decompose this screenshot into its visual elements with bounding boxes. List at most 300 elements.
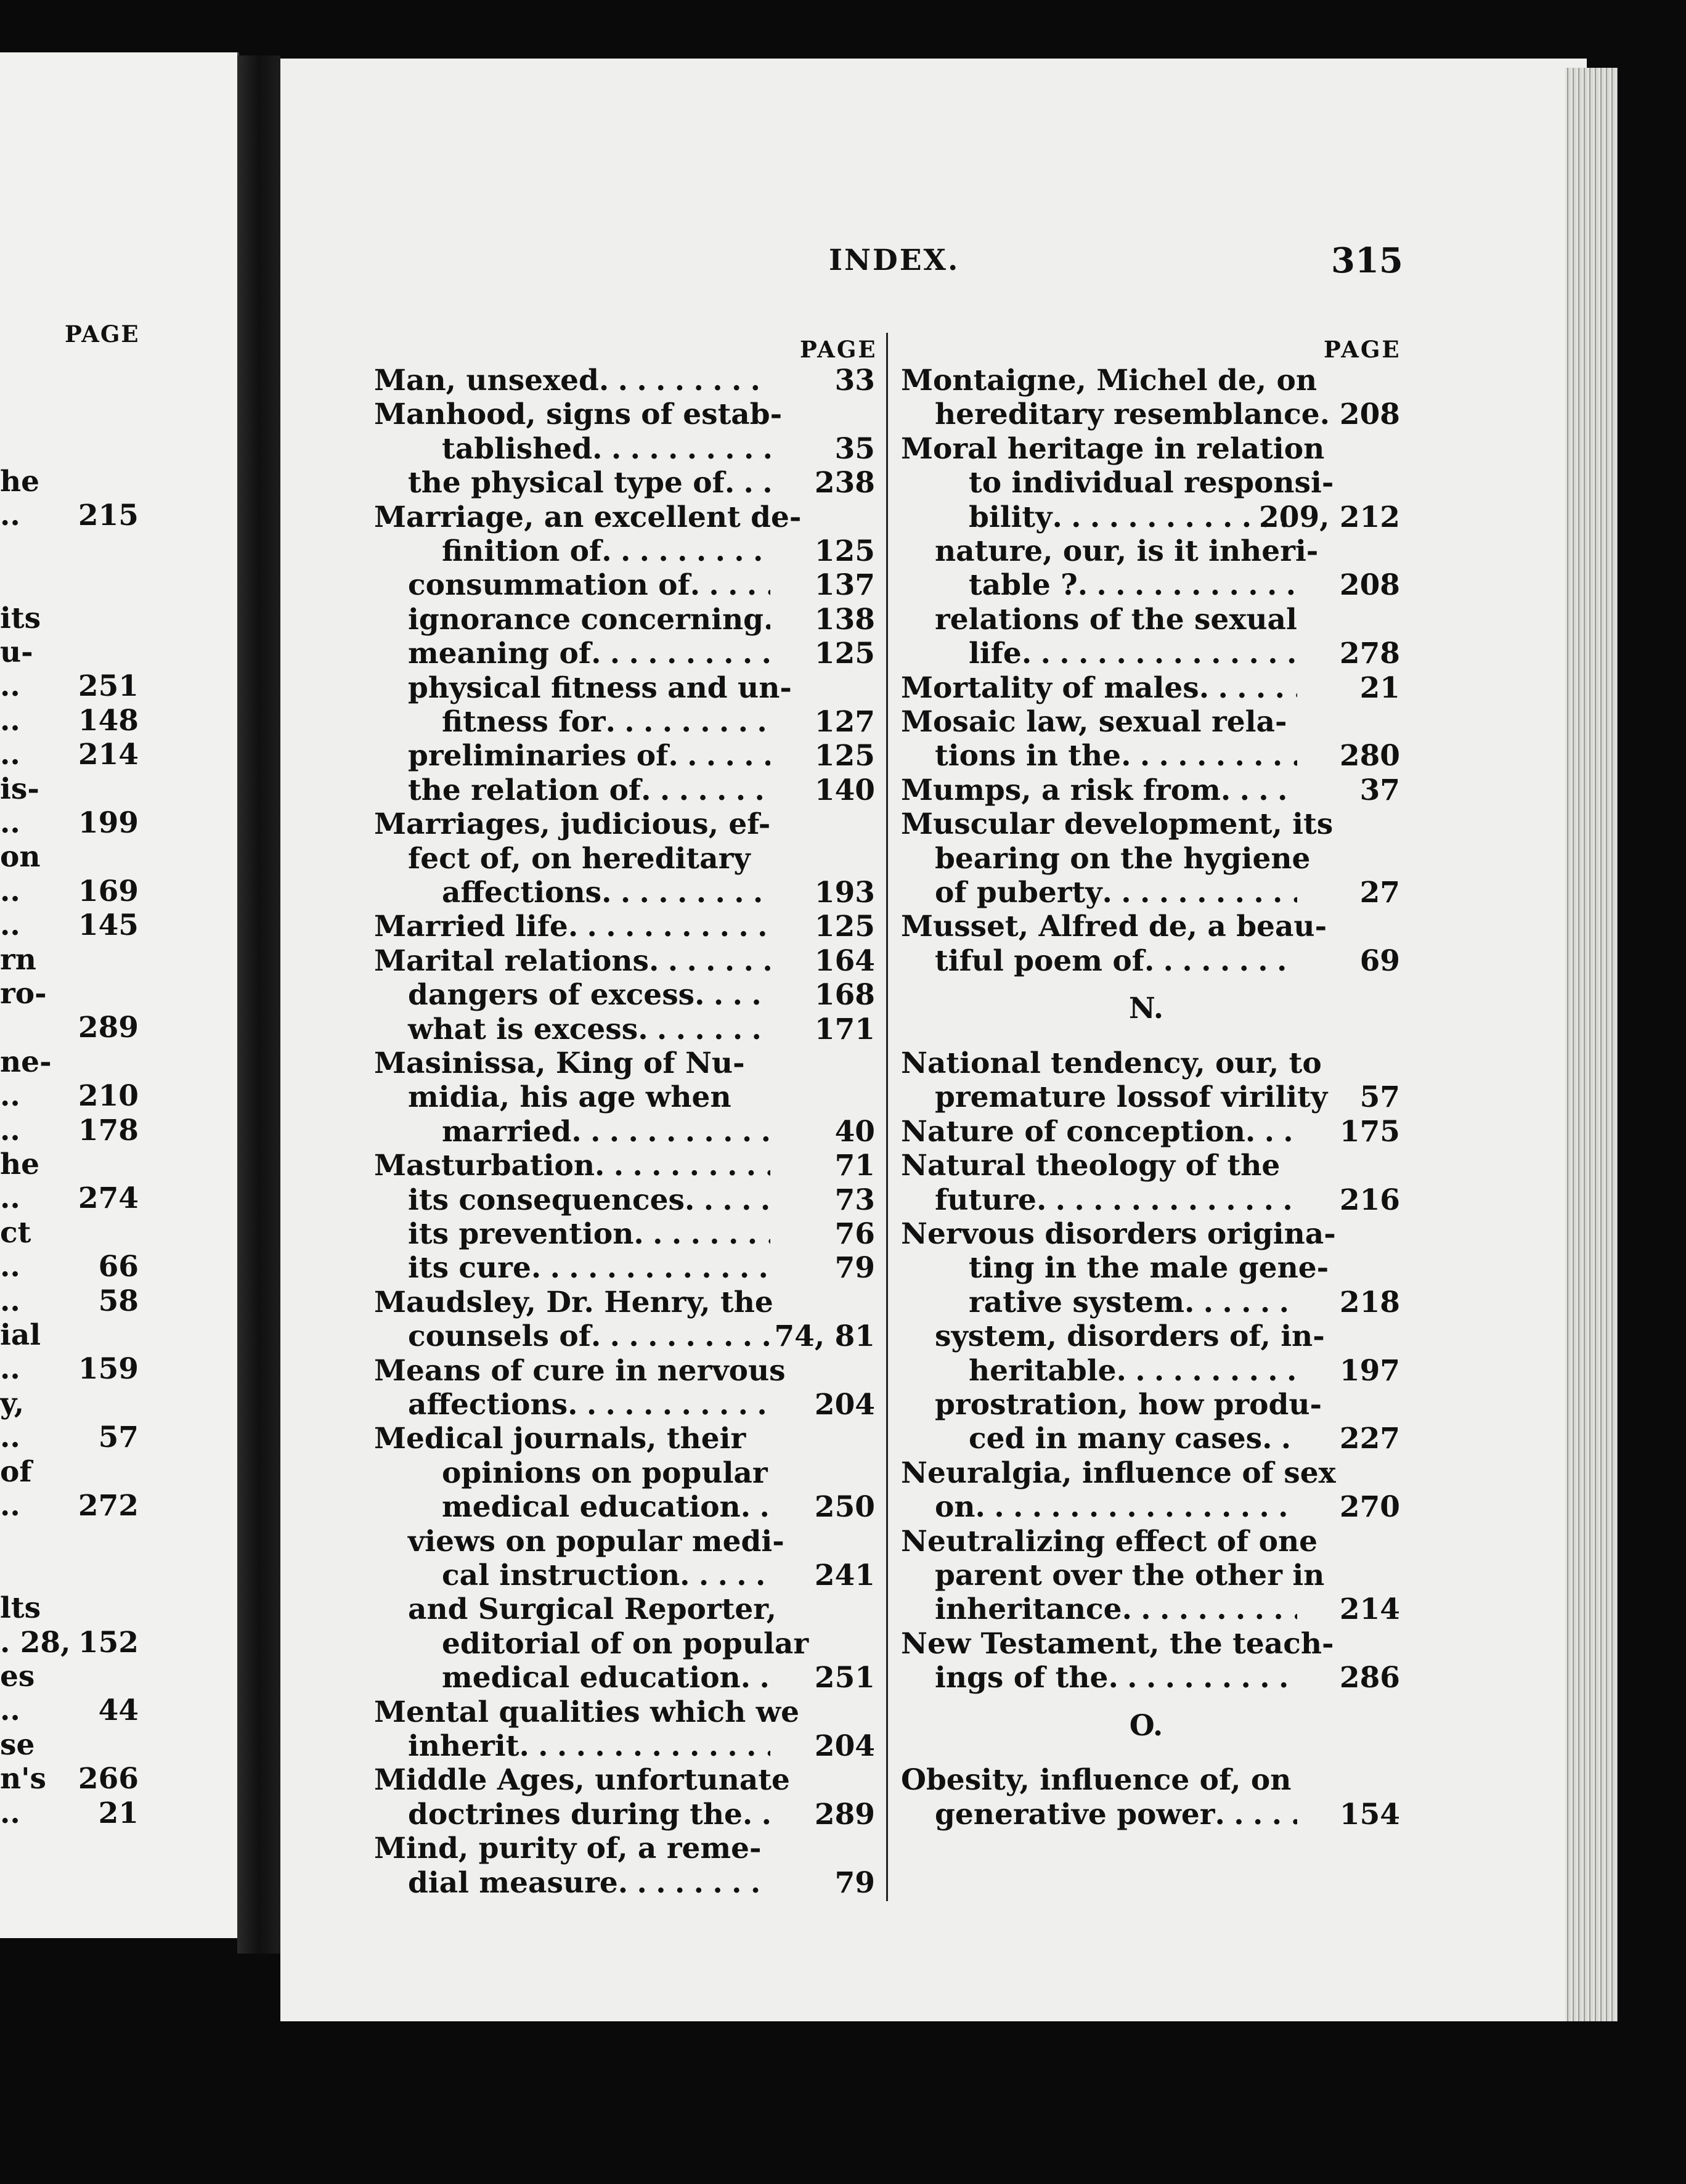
previous-page-fragment-page-number: 274 (78, 1181, 139, 1216)
previous-page-fragment-row (0, 1353, 237, 1386)
previous-page-fragment-row (0, 1523, 237, 1557)
previous-page-fragment-row (0, 1421, 237, 1454)
right-entry-page-number: 270 (1339, 1490, 1400, 1525)
left-entry-page-number: 40 (834, 1114, 875, 1149)
right-entry-text: Neutralizing effect of one (901, 1524, 1318, 1559)
previous-page-fragment-text: .. (0, 874, 20, 908)
left-entry-text: doctrines during the (408, 1797, 743, 1832)
page-edges (1565, 68, 1618, 2021)
right-index-entry-line (901, 1525, 1400, 1559)
right-entry-text: parent over the other in (935, 1559, 1325, 1592)
right-index-entry-line (935, 603, 1400, 637)
right-index-entry-line (901, 364, 1400, 398)
left-index-entry-line (442, 1559, 875, 1593)
previous-page-fragment-row (0, 1046, 237, 1079)
right-index-entry-line (935, 1080, 1400, 1115)
left-entry-text: Mental qualities which we (374, 1695, 799, 1729)
left-index-entry-line (374, 807, 875, 842)
left-entry-page-number: 238 (814, 466, 875, 500)
left-entry-text: Marriages, judicious, ef- (374, 807, 771, 842)
left-index-entry-line (408, 1080, 875, 1115)
previous-page-fragment-text: is- (0, 772, 39, 806)
dot-leader (568, 1388, 770, 1422)
right-index-entry-line (935, 1798, 1400, 1832)
left-entry-text: inherit (408, 1729, 519, 1763)
left-entry-text: Medical journals, their (374, 1422, 746, 1456)
right-index-entry-line (969, 1354, 1400, 1388)
previous-page-fragment-row (0, 1114, 237, 1147)
previous-page-fragment-text: . 28, (0, 1625, 71, 1660)
right-index-entry-line (901, 910, 1400, 944)
left-entry-text: meaning of (408, 637, 592, 671)
dot-leader (601, 876, 770, 910)
previous-page-fragment-text: .. (0, 738, 20, 772)
left-index-entry-line (408, 637, 875, 671)
right-entry-page-number: 214 (1339, 1592, 1400, 1627)
previous-page-fragment-text: .. (0, 908, 20, 943)
previous-page-fragment-text: ne- (0, 1045, 52, 1079)
left-entry-page-number: 289 (814, 1797, 875, 1832)
previous-page-fragment-page-number: 21 (98, 1796, 139, 1830)
right-index-entry-line (935, 1319, 1400, 1354)
left-entry-text: Masturbation (374, 1149, 595, 1183)
left-entry-page-number: 193 (814, 876, 875, 910)
left-entry-text: ignorance concerning (408, 602, 764, 637)
previous-page-fragment-text: se (0, 1727, 35, 1762)
right-index-entry-line (901, 1046, 1400, 1081)
right-index-entry-line (901, 705, 1400, 740)
previous-page-fragment-row (0, 568, 237, 601)
right-entry-page-number: 280 (1339, 739, 1400, 773)
left-entry-page-number: 127 (814, 705, 875, 739)
previous-page-fragment-row (0, 738, 237, 772)
dot-leader (743, 1798, 770, 1832)
left-entry-text: editorial of on popular (442, 1626, 809, 1661)
left-index-entry-line (408, 739, 875, 773)
left-entry-text: its cure (408, 1251, 531, 1286)
left-entry-text: what is excess (408, 1012, 638, 1046)
dot-leader (1287, 705, 1298, 740)
left-index-entry-line (408, 671, 875, 706)
right-entry-text: generative power (935, 1797, 1215, 1832)
left-entry-text: affections (442, 876, 602, 910)
previous-page-fragment-row (0, 1660, 237, 1693)
left-entry-text: Manhood, signs of estab- (374, 397, 783, 432)
left-index-entry-line (408, 1592, 875, 1627)
right-entry-text: Obesity, influence of, on (901, 1763, 1292, 1798)
previous-page-fragment-page-number: 272 (78, 1489, 139, 1523)
dot-leader (975, 1490, 1297, 1525)
left-entry-page-number: 33 (834, 364, 875, 397)
left-index-entry-line (408, 1798, 875, 1832)
right-entry-text: Montaigne, Michel de, on (901, 364, 1317, 397)
left-index-entry-line (374, 1763, 875, 1798)
left-entry-text: married (442, 1114, 572, 1149)
right-entry-page-number: 154 (1339, 1797, 1400, 1832)
left-index-entry-line (408, 1729, 875, 1764)
left-index-entry-line (374, 1695, 875, 1730)
previous-page-column-header: PAGE (65, 320, 140, 348)
previous-page-fragment-text: on (0, 840, 41, 874)
right-index-entry-line (969, 500, 1400, 535)
right-entry-text: Nature of conception (901, 1114, 1245, 1149)
previous-page-fragment-text: of (0, 1454, 32, 1489)
left-entry-page-number: 250 (814, 1490, 875, 1525)
left-index-entry-line (408, 1183, 875, 1218)
previous-page-fragment-text: .. (0, 669, 20, 704)
left-index-entry-line (408, 1217, 875, 1252)
left-index-entry-line (442, 432, 875, 467)
right-entry-text: system, disorders of, in- (935, 1319, 1325, 1354)
dot-leader (680, 1559, 770, 1593)
left-entry-text: its prevention (408, 1217, 634, 1251)
right-entry-page-number: 57 (1359, 1080, 1400, 1115)
right-index-entry-line (935, 842, 1400, 876)
left-entry-page-number: 125 (814, 534, 875, 568)
right-entry-text: Mortality of males (901, 670, 1199, 705)
previous-page-fragment-row (0, 636, 237, 669)
left-entry-text: its consequences (408, 1183, 685, 1217)
right-entry-text: ced in many cases (969, 1422, 1263, 1456)
previous-page-fragment-row (0, 1694, 237, 1727)
right-index-entry-line (935, 739, 1400, 773)
dot-leader (633, 1217, 770, 1252)
previous-page-fragment-page-number: 57 (98, 1420, 139, 1455)
previous-page-fragment-text: .. (0, 1489, 20, 1523)
right-index-entry-line (901, 1456, 1400, 1491)
dot-leader (531, 1251, 770, 1286)
dot-leader (595, 1149, 770, 1183)
dot-leader (649, 944, 770, 979)
previous-page-fragment-page-number: 178 (78, 1113, 139, 1147)
left-entry-text: dangers of excess (408, 978, 695, 1013)
dot-leader (751, 842, 770, 876)
left-entry-text: Maudsley, Dr. Henry, the (374, 1285, 773, 1319)
dot-leader (1199, 671, 1297, 706)
right-entry-text: ting in the male gene- (969, 1251, 1329, 1286)
dot-leader (1291, 1763, 1297, 1798)
left-entry-page-number: 79 (834, 1865, 875, 1900)
previous-page-fragment-text: .. (0, 703, 20, 738)
dot-leader (1116, 1354, 1297, 1388)
right-index-entry-line (935, 944, 1400, 979)
left-entry-text: preliminaries of (408, 739, 669, 773)
left-index-entry-line (374, 500, 875, 535)
right-index-entry-line (901, 807, 1400, 842)
right-index-entry-line (935, 534, 1400, 569)
left-entry-page-number: 74, 81 (774, 1319, 875, 1354)
previous-page-fragment-page-number: 58 (98, 1284, 139, 1318)
right-entry-text: hereditary resemblance. (935, 397, 1330, 432)
left-index-entry-line (442, 705, 875, 740)
previous-page-fragment-page-number: 148 (78, 703, 139, 738)
dot-leader (618, 1866, 770, 1901)
previous-page-fragment-page-number: 266 (78, 1762, 139, 1796)
right-index-entry-line (935, 1388, 1400, 1422)
right-index-entry-line (969, 568, 1400, 603)
left-index-entry-line (408, 603, 875, 637)
previous-page-fragment-row (0, 1011, 237, 1045)
previous-page-fragment-page-number: 66 (98, 1250, 139, 1284)
left-index-entry-line (442, 1490, 875, 1525)
right-index-entry-line (901, 671, 1400, 706)
right-entry-text: Mumps, a risk from (901, 773, 1221, 807)
previous-page-fragment-page-number: 44 (98, 1693, 139, 1728)
right-entry-text: bility (969, 500, 1053, 534)
previous-page-fragment-text: .. (0, 1113, 20, 1147)
left-entry-text: Middle Ages, unfortunate (374, 1763, 790, 1798)
right-index-entry-line (901, 432, 1400, 467)
right-entry-text: heritable (969, 1353, 1117, 1388)
dot-leader (746, 1422, 770, 1456)
left-entry-text: the relation of (408, 773, 641, 807)
previous-page-fragment-row (0, 807, 237, 840)
left-entry-text: cal instruction (442, 1559, 680, 1592)
left-entry-text: Marital relations (374, 943, 649, 978)
dot-leader (768, 1456, 770, 1491)
previous-page-fragment-row (0, 1762, 237, 1796)
previous-page-fragment-row (0, 534, 237, 567)
dot-leader (599, 364, 770, 398)
right-index-entry-line (969, 1251, 1400, 1286)
dot-leader (1108, 1661, 1297, 1695)
left-entry-text: fect of, on hereditary (408, 841, 751, 876)
right-entry-text: tions in the (935, 739, 1122, 773)
dot-leader (668, 739, 770, 773)
previous-page-fragment-page-number: 169 (78, 874, 139, 908)
left-index-entry-line (442, 1627, 875, 1661)
left-entry-page-number: 137 (814, 568, 875, 603)
previous-page-fragment-text: .. (0, 1352, 20, 1387)
right-entry-text: bearing on the hygiene (935, 841, 1311, 876)
previous-page-fragment-text: .. (0, 1284, 20, 1318)
previous-page-fragment-text: ro- (0, 977, 47, 1011)
right-entry-page-number: 209, 212 (1259, 500, 1400, 534)
right-entry-text: Muscular development, its (901, 807, 1334, 842)
left-entry-text: midia, his age when (408, 1080, 731, 1115)
right-index-entry-line (969, 1286, 1400, 1320)
dot-leader (1280, 1149, 1297, 1183)
right-entry-page-number: 218 (1339, 1285, 1400, 1319)
previous-page-fragment-text: .. (0, 1181, 20, 1216)
dot-leader (762, 1832, 770, 1866)
right-index-entry-line (935, 1661, 1400, 1695)
left-index-entry-line (374, 1046, 875, 1081)
previous-page-fragment-row (0, 602, 237, 635)
dot-leader (568, 910, 770, 944)
left-entry-text: opinions on popular (442, 1456, 768, 1490)
dot-leader (606, 705, 770, 740)
previous-page-fragment-text: .. (0, 1693, 20, 1728)
left-index-entry-line (374, 1422, 875, 1456)
previous-page-fragment-row (0, 704, 237, 738)
dot-leader (1262, 1422, 1297, 1456)
left-entry-text: medical education (442, 1661, 741, 1695)
previous-page-fragment-row (0, 1592, 237, 1625)
previous-page-fragment-row (0, 1729, 237, 1762)
dot-leader (1121, 739, 1297, 773)
right-index-entry-line (935, 876, 1400, 910)
left-entry-text: finition of (442, 534, 602, 568)
left-entry-page-number: 35 (834, 431, 875, 466)
right-entry-text: relations of the sexual (935, 602, 1297, 637)
left-index-entry-line (374, 397, 875, 432)
left-index-entry-line (374, 364, 875, 398)
previous-page-fragment-row (0, 1148, 237, 1181)
previous-page (0, 52, 239, 1938)
dot-leader (764, 603, 770, 637)
right-entry-text: inheritance (935, 1592, 1122, 1627)
previous-page-fragment-row (0, 1387, 237, 1420)
right-entry-page-number: 37 (1359, 773, 1400, 807)
left-entry-text: the physical type of (408, 466, 725, 500)
previous-page-fragment-page-number: 152 (78, 1625, 139, 1660)
left-entry-page-number: 73 (834, 1183, 875, 1217)
left-index-entry-line (442, 876, 875, 910)
left-index-entry-line (408, 1251, 875, 1286)
right-entry-text: table ? (969, 568, 1078, 603)
previous-page-fragment-row (0, 841, 237, 874)
right-entry-page-number: 27 (1359, 876, 1400, 910)
left-entry-text: Masinissa, King of Nu- (374, 1046, 745, 1080)
right-entry-page-number: 278 (1339, 637, 1400, 671)
previous-page-fragment-text: he (0, 1147, 40, 1181)
left-index-entry-line (408, 466, 875, 500)
right-entry-page-number: 208 (1339, 397, 1400, 432)
right-entry-text: National tendency, our, to (901, 1046, 1322, 1080)
left-entry-text: Means of cure in nervous (374, 1353, 786, 1388)
previous-page-fragment-text: es (0, 1660, 35, 1693)
right-entry-text: Neuralgia, influence of sex (901, 1456, 1336, 1490)
right-index-entry-line (901, 1763, 1400, 1798)
previous-page-fragment-row (0, 1080, 237, 1113)
left-index-entry-line (442, 1661, 875, 1695)
left-index-entry-line (408, 1388, 875, 1422)
left-index-entry-line (374, 1354, 875, 1388)
dot-leader (1102, 876, 1297, 910)
dot-leader (638, 1013, 770, 1047)
left-entry-text: physical fitness and un- (408, 670, 792, 705)
left-entry-text: medical education (442, 1490, 741, 1525)
previous-page-fragment-row (0, 773, 237, 806)
dot-leader (731, 1080, 770, 1115)
right-entry-text: New Testament, the teach- (901, 1626, 1334, 1661)
right-entry-text: Natural theology of the (901, 1149, 1281, 1183)
left-entry-text: fitness for (442, 705, 606, 739)
previous-page-fragment-page-number: 199 (78, 806, 139, 840)
right-entry-text: rative system (969, 1285, 1184, 1319)
right-index-entry-line (901, 1115, 1400, 1149)
book-gutter (237, 55, 280, 1954)
left-index-entry-line (408, 1525, 875, 1559)
dot-leader (741, 1661, 770, 1695)
left-index-entry-line (408, 1319, 875, 1354)
left-index-entry-line (374, 1149, 875, 1183)
previous-page-fragment-row (0, 1285, 237, 1318)
previous-page-fragment-text: ial (0, 1318, 41, 1352)
right-entry-text: Nervous disorders origina- (901, 1217, 1336, 1251)
left-index-entry-line (442, 534, 875, 569)
previous-page-fragment-text: u- (0, 635, 33, 669)
right-index-entry-line (969, 637, 1400, 671)
right-entry-page-number: 227 (1339, 1422, 1400, 1456)
left-entry-text: views on popular medi- (408, 1524, 784, 1559)
left-entry-text: dial measure (408, 1865, 618, 1900)
dot-leader (591, 1319, 770, 1354)
previous-page-fragment-text: n's (0, 1762, 47, 1796)
left-index-entry-line (408, 773, 875, 808)
left-index-entry-line (408, 978, 875, 1013)
dot-leader (1078, 568, 1297, 603)
previous-page-fragment-row (0, 670, 237, 703)
dot-leader (1144, 944, 1297, 979)
right-entry-text: prostration, how produ- (935, 1388, 1322, 1422)
right-entry-text: future (935, 1183, 1036, 1217)
left-entry-page-number: 241 (814, 1559, 875, 1592)
right-entry-text: premature lossof virility (935, 1080, 1328, 1115)
left-entry-text: counsels of (408, 1319, 591, 1354)
left-entry-page-number: 125 (814, 637, 875, 671)
right-entry-page-number: 197 (1339, 1353, 1400, 1388)
left-entry-text: Mind, purity of, a reme- (374, 1832, 762, 1866)
previous-page-fragment-page-number: 145 (78, 908, 139, 943)
page-number: 315 (1331, 240, 1403, 281)
dot-leader (694, 978, 770, 1013)
left-entry-text: Marriage, an excellent de- (374, 500, 802, 534)
left-entry-text: consummation of (408, 568, 690, 603)
left-index-entry-line (442, 1115, 875, 1149)
right-index-entry-line (901, 773, 1400, 808)
dot-leader (1184, 1286, 1297, 1320)
right-index-entry-line (935, 1490, 1400, 1525)
previous-page-fragment-row (0, 1319, 237, 1352)
previous-page-fragment-text: y, (0, 1386, 25, 1420)
right-index-entry-line (935, 397, 1400, 432)
dot-leader (745, 1046, 770, 1081)
previous-page-fragment-row (0, 465, 237, 499)
left-index-entry-line (374, 1286, 875, 1320)
previous-page-fragment-text: .. (0, 806, 20, 840)
dot-leader (1215, 1798, 1297, 1832)
left-entry-text: Married life (374, 910, 568, 944)
dot-leader (690, 568, 770, 603)
right-entry-text: to individual responsi- (969, 466, 1334, 500)
left-entry-text: affections (408, 1388, 568, 1422)
right-entry-text: nature, our, is it inheri- (935, 534, 1319, 568)
right-index-entry-line (901, 1149, 1400, 1183)
previous-page-fragment-row (0, 1489, 237, 1523)
right-entry-text: on (935, 1490, 975, 1525)
left-entry-page-number: 79 (834, 1251, 875, 1286)
left-entry-page-number: 204 (814, 1729, 875, 1763)
previous-page-fragment-page-number: 210 (78, 1079, 139, 1114)
dot-leader (1221, 773, 1297, 808)
dot-leader (571, 1115, 770, 1149)
left-index-entry-line (408, 568, 875, 603)
previous-page-fragment-page-number: 215 (78, 499, 139, 533)
left-entry-page-number: 168 (814, 978, 875, 1013)
previous-page-fragment-text: lts (0, 1591, 41, 1626)
dot-leader (592, 432, 770, 467)
previous-page-fragment-row (0, 1456, 237, 1489)
right-index-entry-line (901, 1217, 1400, 1252)
previous-page-fragment-text: .. (0, 1420, 20, 1455)
left-index-entry-line (408, 1013, 875, 1047)
dot-leader (741, 1490, 770, 1525)
left-index-entry-line (374, 1832, 875, 1866)
right-entry-page-number: 216 (1339, 1183, 1400, 1217)
right-entry-page-number: 208 (1339, 568, 1400, 603)
